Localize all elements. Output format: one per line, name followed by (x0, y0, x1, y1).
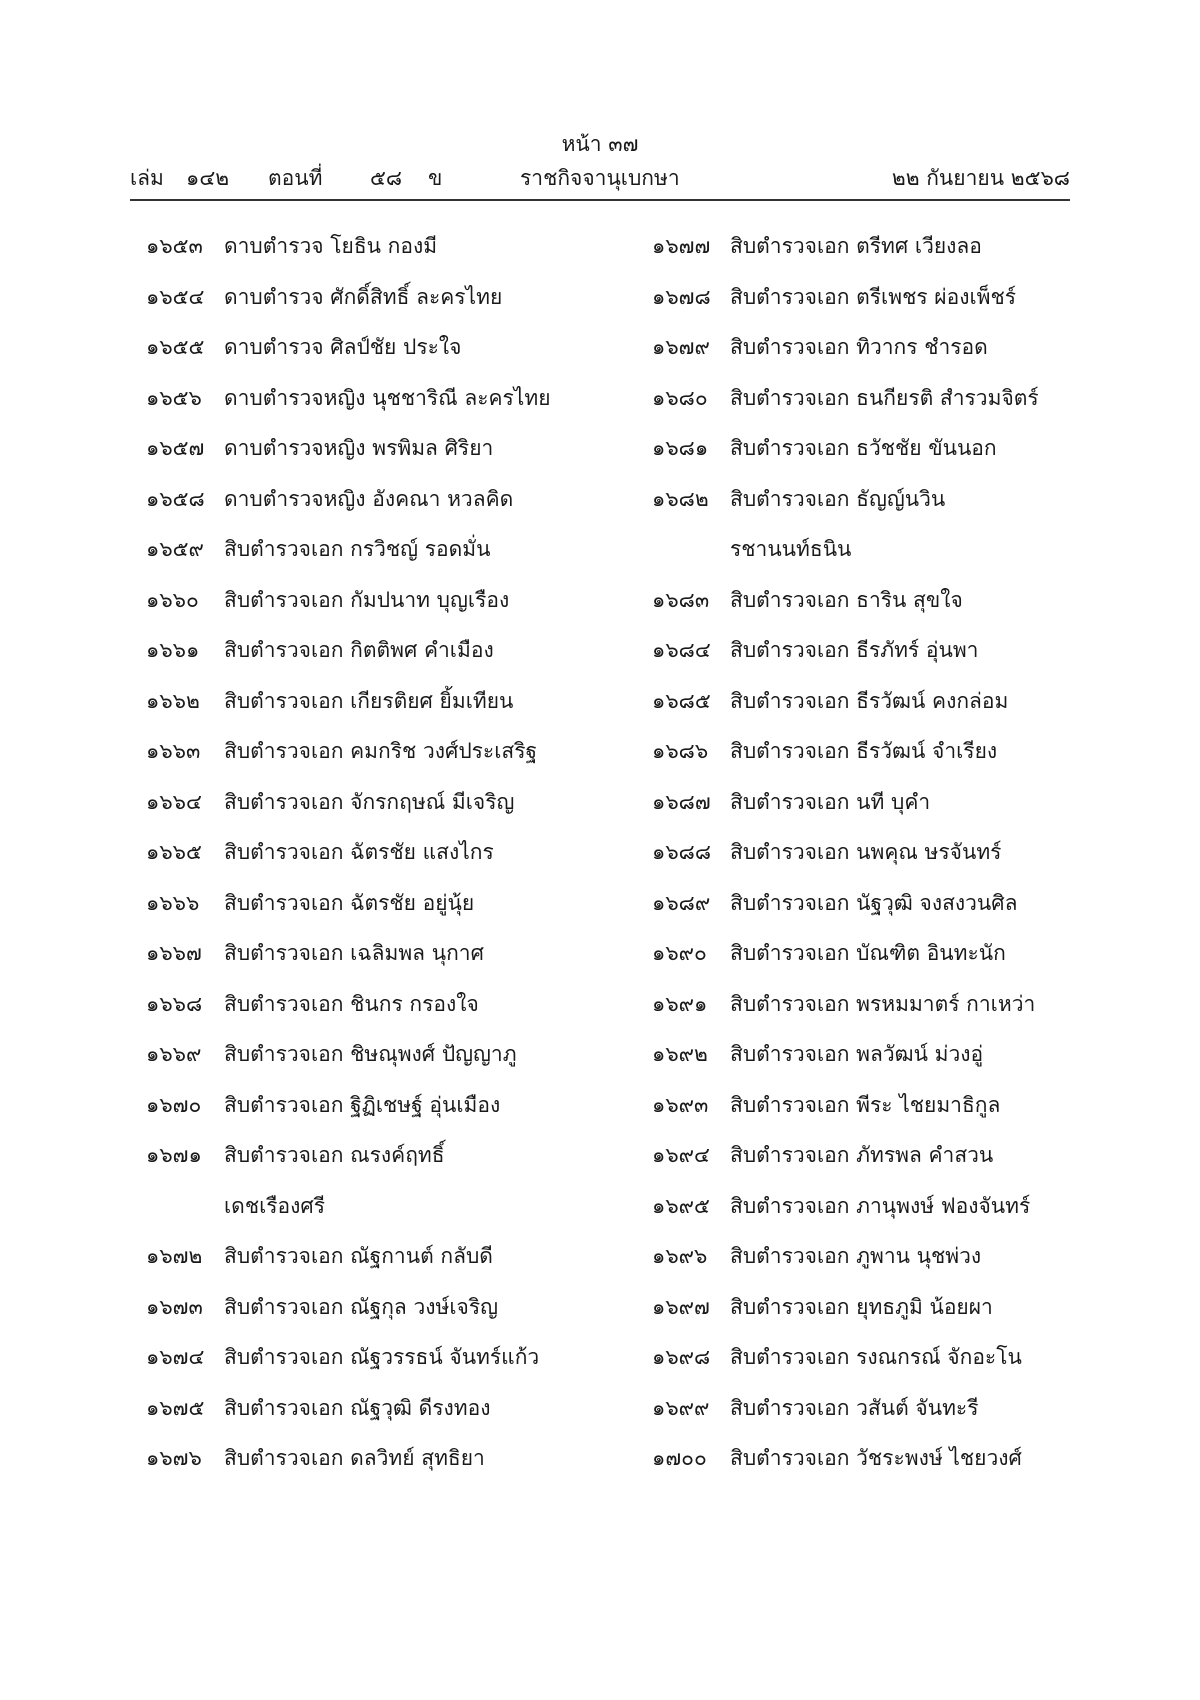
list-item (652, 584, 1082, 635)
entry-number: ๑๖๘๙ (652, 890, 711, 915)
entry-number: ๑๖๙๔ (652, 1143, 710, 1167)
list-item (146, 988, 626, 1039)
list-item (652, 1190, 1082, 1241)
list-item (652, 483, 1082, 534)
entry-name: สิบตำรวจเอก ฉัตรชัย แสงไกร (224, 840, 494, 864)
entry-number: ๑๖๗๙ (652, 335, 710, 359)
entry-name: ดาบตำรวจหญิง อังคณา หวลคิด (224, 486, 514, 511)
entry-number: ๑๖๙๗ (652, 1294, 710, 1319)
entry-number: ๑๖๗๘ (652, 284, 711, 309)
entry-number: ๑๖๘๘ (652, 840, 712, 864)
list-item (146, 533, 626, 584)
entry-name: สิบตำรวจเอก นพคุณ ษรจันทร์ (730, 840, 1002, 864)
entry-number: ๑๖๖๕ (146, 840, 202, 864)
list-item (652, 685, 1082, 736)
entry-name: สิบตำรวจเอก ณัฐวรรธน์ จันทร์แก้ว (224, 1345, 540, 1369)
entry-number: ๑๖๘๖ (652, 739, 709, 763)
entry-name: สิบตำรวจเอก กัมปนาท บุญเรือง (224, 587, 510, 612)
list-item (652, 1392, 1082, 1443)
list-item (146, 735, 626, 786)
entry-name: สิบตำรวจเอก ธาริน สุขใจ (730, 587, 963, 612)
entry-name: สิบตำรวจเอก ฉัตรชัย อยู่นุ้ย (224, 890, 475, 915)
entry-number: ๑๖๙๖ (652, 1244, 708, 1268)
entry-number: ๑๗๐๐ (652, 1446, 707, 1470)
entry-name: สิบตำรวจเอก ธัญญ์นวิน (730, 486, 946, 511)
entry-name: สิบตำรวจเอก บัณฑิต อินทะนัก (730, 941, 1006, 965)
list-item (652, 1291, 1082, 1342)
entry-number: ๑๖๗๓ (146, 1294, 203, 1319)
entry-number: ๑๖๕๘ (146, 486, 205, 511)
entry-name: รชานนท์ธนิน (730, 537, 852, 561)
entry-number: ๑๖๗๖ (146, 1446, 202, 1470)
entry-name: สิบตำรวจเอก คมกริช วงศ์ประเสริฐ (224, 739, 538, 763)
entry-number: ๑๖๙๓ (652, 1092, 709, 1117)
entry-number: ๑๖๘๑ (652, 436, 709, 460)
entry-number: ๑๖๗๐ (146, 1092, 202, 1117)
entry-name: สิบตำรวจเอก กรวิชญ์ รอดมั่น (224, 537, 491, 561)
entry-number: ๑๖๗๑ (146, 1143, 202, 1167)
list-item (146, 1139, 626, 1190)
list-item (146, 836, 626, 887)
entry-name: สิบตำรวจเอก ณรงค์ฤทธิ์ (224, 1143, 445, 1167)
entry-number: ๑๖๗๒ (146, 1244, 203, 1268)
list-item (652, 1341, 1082, 1392)
entry-name: สิบตำรวจเอก ธีรวัฒน์ จำเรียง (730, 739, 998, 763)
entry-name: สิบตำรวจเอก ตรีทศ เวียงลอ (730, 234, 982, 258)
entry-number: ๑๖๙๑ (652, 991, 708, 1016)
publication-date: ๒๒ กันยายน ๒๕๖๘ (891, 166, 1070, 190)
list-item (146, 1392, 626, 1443)
entry-name: เดชเรืองศรี (224, 1193, 326, 1218)
entry-name: สิบตำรวจเอก พรหมมาตร์ กาเหว่า (730, 991, 1036, 1016)
list-item (652, 1038, 1082, 1089)
entry-number: ๑๖๘๒ (652, 486, 709, 511)
entry-name: สิบตำรวจเอก ภานุพงษ์ ฟองจันทร์ (730, 1193, 1031, 1218)
entry-name: สิบตำรวจเอก เกียรติยศ ยิ้มเทียน (224, 688, 514, 713)
entry-number: ๑๖๗๗ (652, 234, 711, 258)
list-item (146, 281, 626, 332)
entry-number: ๑๖๖๑ (146, 638, 200, 662)
entry-name: สิบตำรวจเอก ชิษณุพงศ์ ปัญญาภู (224, 1042, 517, 1066)
right-column (652, 230, 1082, 1493)
entry-number: ๑๖๘๗ (652, 789, 711, 814)
volume-label: เล่ม (130, 166, 164, 190)
entry-name: สิบตำรวจเอก นัฐวุฒิ จงสงวนศิล (730, 890, 1018, 915)
entry-name: ดาบตำรวจ โยธิน กองมี (224, 234, 438, 258)
issue-number: ๕๘ (370, 166, 403, 190)
entry-name: สิบตำรวจเอก พลวัฒน์ ม่วงอู่ (730, 1042, 984, 1066)
list-item (652, 281, 1082, 332)
entry-number: ๑๖๕๓ (146, 234, 203, 258)
entry-name: สิบตำรวจเอก ธวัชชัย ขันนอก (730, 436, 997, 460)
entry-number: ๑๖๕๙ (146, 537, 204, 561)
list-item (652, 432, 1082, 483)
list-item (146, 937, 626, 988)
list-item-continuation (146, 1190, 626, 1241)
list-item (146, 382, 626, 433)
entry-number: ๑๖๙๕ (652, 1193, 710, 1218)
list-item (146, 1089, 626, 1140)
entry-number: ๑๖๙๒ (652, 1042, 708, 1066)
section-letter: ข (428, 166, 443, 190)
list-item (652, 1442, 1082, 1493)
list-item (652, 331, 1082, 382)
list-item (652, 382, 1082, 433)
entry-number: ๑๖๘๓ (652, 587, 710, 612)
entry-number: ๑๖๖๙ (146, 1042, 202, 1066)
entry-number: ๑๖๕๖ (146, 385, 202, 410)
entry-name: สิบตำรวจเอก นที บุคำ (730, 789, 931, 814)
list-item (652, 988, 1082, 1039)
entry-number: ๑๖๖๘ (146, 991, 203, 1016)
entry-number: ๑๖๘๕ (652, 688, 711, 713)
entry-name: สิบตำรวจเอก ธนกียรติ สำรวมจิตร์ (730, 385, 1039, 410)
list-item (146, 887, 626, 938)
entry-number: ๑๖๕๗ (146, 436, 205, 460)
list-item (146, 685, 626, 736)
entry-number: ๑๖๘๐ (652, 385, 708, 410)
entry-name: สิบตำรวจเอก ยุทธภูมิ น้อยผา (730, 1294, 993, 1319)
entry-name: สิบตำรวจเอก ณัฐกุล วงษ์เจริญ (224, 1294, 499, 1319)
entry-name: ดาบตำรวจ ศิลป์ชัย ประใจ (224, 335, 462, 359)
list-item (146, 432, 626, 483)
entry-number: ๑๖๖๒ (146, 688, 200, 713)
entry-name: สิบตำรวจเอก ตรีเพชร ผ่องเพ็ชร์ (730, 284, 1017, 309)
entry-number: ๑๖๖๖ (146, 890, 200, 915)
entry-number: ๑๖๙๘ (652, 1345, 711, 1369)
entry-name: สิบตำรวจเอก ภูพาน นุชพ่วง (730, 1244, 982, 1268)
entry-name: สิบตำรวจเอก ภัทรพล คำสวน (730, 1143, 994, 1167)
entry-number: ๑๖๖๐ (146, 587, 199, 612)
list-item (146, 584, 626, 635)
publication-title: ราชกิจจานุเบกษา (520, 166, 680, 190)
entry-number: ๑๖๘๔ (652, 638, 711, 662)
list-item (652, 836, 1082, 887)
entry-number: ๑๖๖๗ (146, 941, 202, 965)
list-item (652, 887, 1082, 938)
list-item (146, 634, 626, 685)
list-item (146, 331, 626, 382)
entry-number: ๑๖๖๔ (146, 789, 202, 814)
list-item (146, 230, 626, 281)
entry-name: สิบตำรวจเอก รงณกรณ์ จักอะโน (730, 1345, 1022, 1369)
list-item (146, 1442, 626, 1493)
entry-name: สิบตำรวจเอก ธีรภัทร์ อุ่นพา (730, 638, 979, 662)
entry-name: ดาบตำรวจหญิง นุชชาริณี ละครไทย (224, 385, 551, 410)
issue-label: ตอนที่ (268, 166, 323, 190)
entry-number: ๑๖๕๕ (146, 335, 205, 359)
entry-name: สิบตำรวจเอก ทิวากร ชำรอด (730, 335, 988, 359)
entry-name: สิบตำรวจเอก เฉลิมพล นุกาศ (224, 941, 484, 965)
list-item (146, 1240, 626, 1291)
entry-number: ๑๖๙๙ (652, 1395, 710, 1420)
entry-name: สิบตำรวจเอก ธีรวัฒน์ คงกล่อม (730, 688, 1009, 713)
list-item (146, 1341, 626, 1392)
entry-name: สิบตำรวจเอก ชินกร กรองใจ (224, 991, 479, 1016)
entry-name: สิบตำรวจเอก กิตติพศ คำเมือง (224, 638, 494, 662)
left-column (146, 230, 626, 1493)
entry-name: สิบตำรวจเอก ณัฐกานต์ กลับดี (224, 1244, 493, 1268)
entry-number: ๑๖๙๐ (652, 941, 707, 965)
document-header (130, 162, 1070, 194)
entry-name: สิบตำรวจเอก จักรกฤษณ์ มีเจริญ (224, 789, 515, 814)
list-item (652, 1089, 1082, 1140)
list-item (146, 786, 626, 837)
page-number: หน้า ๓๗ (561, 132, 639, 156)
entry-number: ๑๖๕๔ (146, 284, 205, 309)
list-item (652, 786, 1082, 837)
list-item-continuation (652, 533, 1082, 584)
entry-name: ดาบตำรวจหญิง พรพิมล ศิริยา (224, 436, 494, 460)
entry-name: สิบตำรวจเอก ฐิฏิเชษฐ์ อุ่นเมือง (224, 1092, 501, 1117)
entry-name: ดาบตำรวจ ศักดิ์สิทธิ์ ละครไทย (224, 284, 503, 309)
list-item (146, 483, 626, 534)
list-item (146, 1291, 626, 1342)
list-item (652, 230, 1082, 281)
list-item (652, 1139, 1082, 1190)
header-rule (130, 199, 1070, 201)
list-item (652, 1240, 1082, 1291)
list-item (146, 1038, 626, 1089)
volume-number: ๑๔๒ (186, 166, 230, 190)
entry-name: สิบตำรวจเอก วัชระพงษ์ ไชยวงศ์ (730, 1446, 1022, 1470)
entry-number: ๑๖๗๕ (146, 1395, 205, 1420)
list-item (652, 735, 1082, 786)
entry-name: สิบตำรวจเอก วสันต์ จันทะรี (730, 1395, 979, 1420)
entry-number: ๑๖๗๔ (146, 1345, 205, 1369)
list-item (652, 937, 1082, 988)
entry-name: สิบตำรวจเอก ณัฐวุฒิ ดีรงทอง (224, 1395, 491, 1420)
entry-name: สิบตำรวจเอก พีระ ไชยมาธิกูล (730, 1092, 1001, 1117)
list-item (652, 634, 1082, 685)
entry-name: สิบตำรวจเอก ดลวิทย์ สุทธิยา (224, 1446, 485, 1470)
entry-number: ๑๖๖๓ (146, 739, 201, 763)
